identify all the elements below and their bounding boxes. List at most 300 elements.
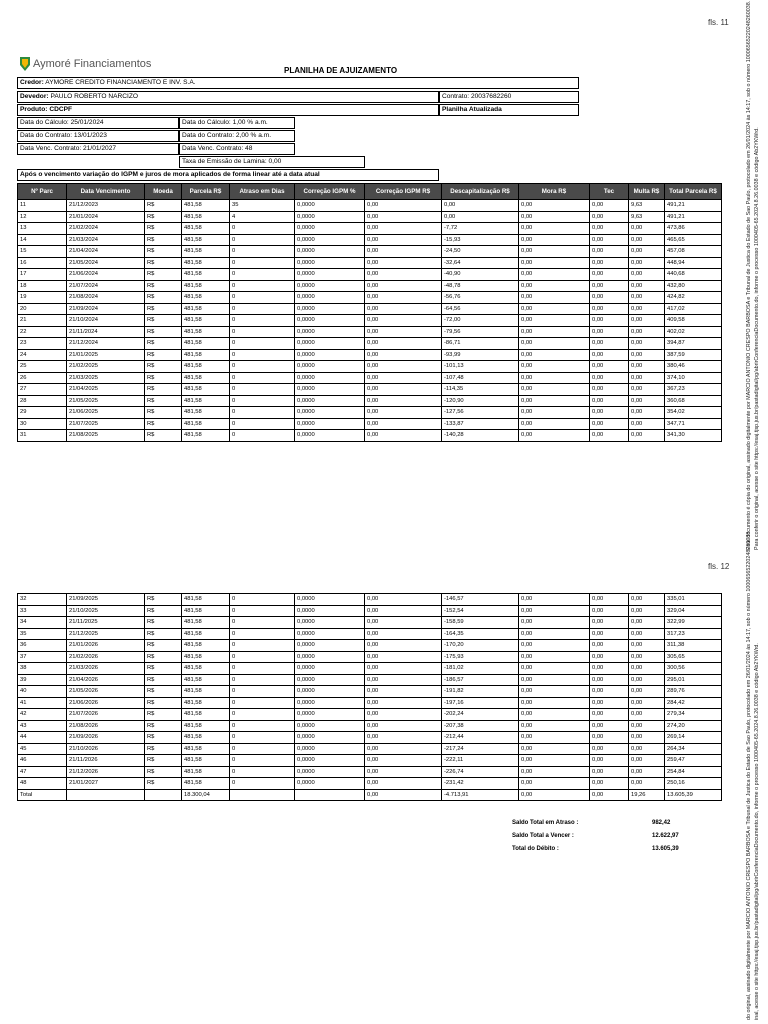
table-row xyxy=(18,280,722,292)
table-cell: 0,00 xyxy=(519,617,590,629)
table-cell: 0,00 xyxy=(519,211,590,223)
table-row xyxy=(18,697,722,709)
table-cell: R$ xyxy=(145,663,182,675)
table-cell: 0,00 xyxy=(365,349,442,361)
table-cell: 0,00 xyxy=(629,361,665,373)
table-cell: R$ xyxy=(145,697,182,709)
table-cell: 0,00 xyxy=(590,430,629,442)
table-cell: 20 xyxy=(18,303,67,315)
table-cell: 0,00 xyxy=(590,720,629,732)
table-cell: 0,0000 xyxy=(295,223,365,235)
table-cell: 0,00 xyxy=(365,709,442,721)
table-cell: R$ xyxy=(145,349,182,361)
table-cell: -212,44 xyxy=(442,732,519,744)
table-cell: 9,63 xyxy=(629,211,665,223)
column-header: Total Parcela R$ xyxy=(665,184,722,200)
table-cell: 0,00 xyxy=(629,720,665,732)
table-cell: 0 xyxy=(230,743,295,755)
table-cell: 322,99 xyxy=(665,617,722,629)
saldo-atraso-label: Saldo Total em Atraso : xyxy=(512,820,579,826)
table-cell: 0,00 xyxy=(365,418,442,430)
table-cell: 0,0000 xyxy=(295,234,365,246)
column-header: Data Vencimento xyxy=(67,184,145,200)
table-cell: 46 xyxy=(18,755,67,767)
table-cell: 0,00 xyxy=(365,732,442,744)
taxa-contrato: Data do Contrato: 2,00 % a.m. xyxy=(179,130,295,142)
table-row xyxy=(18,395,722,407)
table-cell: 0 xyxy=(230,372,295,384)
table-cell: 0,0000 xyxy=(295,755,365,767)
table-cell: 300,56 xyxy=(665,663,722,675)
table-cell: 0,00 xyxy=(365,755,442,767)
table-cell: 481,58 xyxy=(182,326,230,338)
table-cell: 481,58 xyxy=(182,372,230,384)
table-cell: 0,0000 xyxy=(295,697,365,709)
table-cell: 21/02/2024 xyxy=(67,223,145,235)
table-cell: 0,00 xyxy=(590,778,629,790)
table-cell: 0,00 xyxy=(519,663,590,675)
table-cell: 0,0000 xyxy=(295,743,365,755)
table-row xyxy=(18,778,722,790)
table-cell: R$ xyxy=(145,200,182,212)
table-cell: -86,71 xyxy=(442,338,519,350)
table-cell: R$ xyxy=(145,326,182,338)
table-cell: 0,0000 xyxy=(295,720,365,732)
table-cell: 0,00 xyxy=(519,269,590,281)
table-cell: 0 xyxy=(230,628,295,640)
table-cell: 0,00 xyxy=(629,697,665,709)
table-cell: 0 xyxy=(230,280,295,292)
table-cell: 0,00 xyxy=(590,651,629,663)
table-cell: R$ xyxy=(145,755,182,767)
table-cell: 481,58 xyxy=(182,628,230,640)
table-cell: 0,0000 xyxy=(295,349,365,361)
table-cell: 0 xyxy=(230,766,295,778)
total-row xyxy=(18,789,722,801)
produto-row xyxy=(17,104,439,116)
table-cell: 0,00 xyxy=(519,709,590,721)
table-cell: 21/04/2026 xyxy=(67,674,145,686)
table-cell: 424,82 xyxy=(665,292,722,304)
table-cell: 481,58 xyxy=(182,709,230,721)
table-cell: 0,0000 xyxy=(295,617,365,629)
table-cell: 19,26 xyxy=(629,789,665,801)
saldo-vencer-value: 12.622,97 xyxy=(652,833,679,839)
devedor-value: PAULO ROBERTO NARCIZO xyxy=(50,93,139,100)
table-cell: 374,10 xyxy=(665,372,722,384)
table-cell: 354,02 xyxy=(665,407,722,419)
table-cell: 0,00 xyxy=(365,395,442,407)
table-cell: 0,00 xyxy=(590,628,629,640)
table-cell: 21/08/2024 xyxy=(67,292,145,304)
table-cell: 0,00 xyxy=(590,372,629,384)
table-cell: R$ xyxy=(145,395,182,407)
table-row xyxy=(18,361,722,373)
note-text: Após o vencimento variação do IGPM e juros de mora aplicados de forma linear até a data atual xyxy=(17,169,439,181)
planilha-label: Planilha Atualizada xyxy=(442,106,502,113)
table-cell: 481,58 xyxy=(182,640,230,652)
table-cell: 35 xyxy=(18,628,67,640)
table-cell: 0,00 xyxy=(365,200,442,212)
table-cell: -191,82 xyxy=(442,686,519,698)
table-cell: 0,00 xyxy=(442,211,519,223)
table-row xyxy=(18,686,722,698)
table-cell: 0,0000 xyxy=(295,605,365,617)
table-row xyxy=(18,234,722,246)
table-cell: 0 xyxy=(230,617,295,629)
table-cell: 0,00 xyxy=(519,280,590,292)
table-cell: 0 xyxy=(230,430,295,442)
table-cell: 481,58 xyxy=(182,743,230,755)
column-header: Correção IGPM R$ xyxy=(365,184,442,200)
table-cell: 43 xyxy=(18,720,67,732)
table-cell: 0,00 xyxy=(590,766,629,778)
table-cell: 0,00 xyxy=(365,234,442,246)
table-cell: 341,30 xyxy=(665,430,722,442)
table-cell: 21/12/2025 xyxy=(67,628,145,640)
table-cell: 0,00 xyxy=(590,674,629,686)
table-cell: 0,00 xyxy=(629,315,665,327)
table-cell: -4.713,91 xyxy=(442,789,519,801)
table-cell: -202,24 xyxy=(442,709,519,721)
table-row xyxy=(18,257,722,269)
table-cell: 367,23 xyxy=(665,384,722,396)
table-cell: 21/10/2024 xyxy=(67,315,145,327)
table-cell: 21/08/2025 xyxy=(67,430,145,442)
table-cell: 481,58 xyxy=(182,338,230,350)
table-cell: 0,00 xyxy=(365,338,442,350)
table-cell: R$ xyxy=(145,743,182,755)
table-cell: 481,58 xyxy=(182,361,230,373)
table-cell: 25 xyxy=(18,361,67,373)
table-cell: 21/09/2025 xyxy=(67,594,145,606)
table-cell: 0,00 xyxy=(519,407,590,419)
table-cell: 0,00 xyxy=(365,315,442,327)
table-cell: 481,58 xyxy=(182,651,230,663)
table-cell: 22 xyxy=(18,326,67,338)
table-cell: R$ xyxy=(145,234,182,246)
table-cell: 26 xyxy=(18,372,67,384)
table-cell: 0 xyxy=(230,605,295,617)
table-cell: 0,00 xyxy=(590,269,629,281)
credor-row xyxy=(17,77,579,89)
table-cell: 0,0000 xyxy=(295,594,365,606)
table-cell: 0 xyxy=(230,326,295,338)
table-cell: 14 xyxy=(18,234,67,246)
table-cell xyxy=(230,789,295,801)
table-cell: 0,0000 xyxy=(295,338,365,350)
table-cell xyxy=(67,789,145,801)
table-cell: 481,58 xyxy=(182,303,230,315)
table-cell: 0 xyxy=(230,663,295,675)
table-cell: 0,0000 xyxy=(295,640,365,652)
table-row xyxy=(18,407,722,419)
table-cell: 394,87 xyxy=(665,338,722,350)
table-cell: 481,58 xyxy=(182,605,230,617)
table-cell: 21/01/2027 xyxy=(67,778,145,790)
produto-value: CDCPF xyxy=(49,106,73,113)
table-cell: R$ xyxy=(145,269,182,281)
table-cell: 0,0000 xyxy=(295,280,365,292)
table-cell: 0,0000 xyxy=(295,766,365,778)
total-debito-value: 13.605,39 xyxy=(652,846,679,852)
table-cell: 0,00 xyxy=(365,211,442,223)
table-cell: 491,21 xyxy=(665,211,722,223)
table-cell: 0,00 xyxy=(629,766,665,778)
table-cell: 0,00 xyxy=(590,200,629,212)
table-row xyxy=(18,732,722,744)
table-cell: 47 xyxy=(18,766,67,778)
column-header: Mora R$ xyxy=(519,184,590,200)
table-cell: 13 xyxy=(18,223,67,235)
table-cell: 481,58 xyxy=(182,200,230,212)
table-cell: R$ xyxy=(145,372,182,384)
table-cell: 0,00 xyxy=(629,395,665,407)
table-cell: 0,00 xyxy=(629,430,665,442)
table-cell: R$ xyxy=(145,418,182,430)
table-cell: 305,65 xyxy=(665,651,722,663)
table-cell: 0,00 xyxy=(629,628,665,640)
table-cell: 0,00 xyxy=(629,605,665,617)
table-cell: 0,00 xyxy=(519,372,590,384)
table-row xyxy=(18,594,722,606)
table-cell: -24,50 xyxy=(442,246,519,258)
contrato-value: 20037682260 xyxy=(470,93,512,100)
table-cell: 0,00 xyxy=(365,674,442,686)
table-cell: 380,46 xyxy=(665,361,722,373)
table-cell: 0 xyxy=(230,407,295,419)
table-cell: 21/05/2024 xyxy=(67,257,145,269)
table-cell: 21/01/2024 xyxy=(67,211,145,223)
table-cell: 0 xyxy=(230,384,295,396)
table-cell: -158,59 xyxy=(442,617,519,629)
table-cell: 0,00 xyxy=(590,418,629,430)
column-header: Atraso em Dias xyxy=(230,184,295,200)
table-cell: 317,23 xyxy=(665,628,722,640)
table-cell xyxy=(295,789,365,801)
table-cell: 28 xyxy=(18,395,67,407)
table-cell: 0,0000 xyxy=(295,430,365,442)
table-cell: 481,58 xyxy=(182,395,230,407)
table-row xyxy=(18,605,722,617)
table-cell: -140,28 xyxy=(442,430,519,442)
table-cell: 21/12/2026 xyxy=(67,766,145,778)
taxa-calculo: Data do Cálculo: 1,00 % a.m. xyxy=(179,117,295,129)
table-cell: 491,21 xyxy=(665,200,722,212)
devedor-label: Devedor: xyxy=(20,93,49,100)
table-cell: 21/07/2024 xyxy=(67,280,145,292)
table-cell: 39 xyxy=(18,674,67,686)
table-cell: 0,00 xyxy=(629,326,665,338)
table-cell: 481,58 xyxy=(182,234,230,246)
page-number: fls. 12 xyxy=(708,562,730,571)
table-cell: 41 xyxy=(18,697,67,709)
table-cell: 0,00 xyxy=(365,326,442,338)
table-cell: 481,58 xyxy=(182,292,230,304)
table-cell: 0,00 xyxy=(519,223,590,235)
table-cell: 0,00 xyxy=(590,211,629,223)
table-cell: 0,00 xyxy=(519,315,590,327)
table-cell: 0 xyxy=(230,269,295,281)
table-cell: 37 xyxy=(18,651,67,663)
table-cell: 21/12/2024 xyxy=(67,338,145,350)
table-cell: 0,00 xyxy=(365,430,442,442)
table-cell: 0,00 xyxy=(519,349,590,361)
data-contrato: Data do Contrato: 13/01/2023 xyxy=(17,130,179,142)
table-cell: R$ xyxy=(145,246,182,258)
table-cell: 0,00 xyxy=(629,338,665,350)
table-cell: 44 xyxy=(18,732,67,744)
table-cell: -101,13 xyxy=(442,361,519,373)
table-cell: 0,00 xyxy=(590,617,629,629)
table-cell: 0,00 xyxy=(590,303,629,315)
table-cell: -197,16 xyxy=(442,697,519,709)
side-stamp-line4: inal, acesse o site https://esaj.tjsp.jus.br/pastadigital/pg/abrirConferenciaDocumento.do, informe o processo 1000405-65.2024.8.26.0038 e código Ab2YKWrd. xyxy=(754,643,760,1020)
table-cell: 0,00 xyxy=(590,384,629,396)
table-cell: 0,00 xyxy=(590,697,629,709)
logo-text: Aymoré Financiamentos xyxy=(33,58,152,70)
table-cell: -120,90 xyxy=(442,395,519,407)
table-cell: 21/07/2025 xyxy=(67,418,145,430)
table-cell: 0,00 xyxy=(629,640,665,652)
table-cell: 0,00 xyxy=(519,697,590,709)
table-cell: 279,34 xyxy=(665,709,722,721)
table-cell: 0,00 xyxy=(590,407,629,419)
table-cell: 0,00 xyxy=(590,234,629,246)
table-cell: 0,00 xyxy=(519,338,590,350)
table-cell: 259,47 xyxy=(665,755,722,767)
table-cell: 29 xyxy=(18,407,67,419)
table-cell: R$ xyxy=(145,640,182,652)
table-cell: 481,58 xyxy=(182,697,230,709)
table-cell: 0,00 xyxy=(590,326,629,338)
table-cell: 0 xyxy=(230,686,295,698)
table-cell: 0,00 xyxy=(519,234,590,246)
table-cell: 35 xyxy=(230,200,295,212)
table-cell: -226,74 xyxy=(442,766,519,778)
table-cell: R$ xyxy=(145,280,182,292)
table-cell: 0,00 xyxy=(365,280,442,292)
table-cell: 0,0000 xyxy=(295,686,365,698)
table-cell: 34 xyxy=(18,617,67,629)
table-cell: 0,00 xyxy=(590,280,629,292)
table-cell: 31 xyxy=(18,430,67,442)
table-cell: 0,00 xyxy=(519,743,590,755)
table-row xyxy=(18,338,722,350)
side-stamp-line2: Para conferir o original, acesse o site https://esaj.tjsp.jus.br/pastadigital/pg/abrirConferenciaDocumento.do, informe o processo 1000405-65.2024.8.26.0038 e código Ab2YKWrd. xyxy=(754,127,760,550)
column-header: Parcela R$ xyxy=(182,184,230,200)
table-row xyxy=(18,720,722,732)
table-cell: 0,00 xyxy=(590,686,629,698)
table-cell: 0,0000 xyxy=(295,292,365,304)
column-header: Tec xyxy=(590,184,629,200)
table-cell: 481,58 xyxy=(182,407,230,419)
table-cell: 0,0000 xyxy=(295,418,365,430)
table-cell: 0,0000 xyxy=(295,303,365,315)
table-row xyxy=(18,211,722,223)
table-cell: -93,99 xyxy=(442,349,519,361)
table-cell: 0 xyxy=(230,223,295,235)
table-cell: 0,00 xyxy=(590,257,629,269)
table-cell: 0,00 xyxy=(629,384,665,396)
side-stamp-line3: do original, assinado digitalmente por MARCIO ANTONIO CRESPO BARBOSA e Tribunal de Justica do Estado de Sao Paulo, protocolado em 26/01/2024 às 14:17, sob o número 10006565220248260038. xyxy=(746,530,752,1020)
table-cell: 0,00 xyxy=(519,686,590,698)
table-cell: 0,0000 xyxy=(295,315,365,327)
table-cell: 0,00 xyxy=(365,384,442,396)
column-header: Moeda xyxy=(145,184,182,200)
table-cell: R$ xyxy=(145,292,182,304)
table-cell: 33 xyxy=(18,605,67,617)
table-cell: 21/04/2025 xyxy=(67,384,145,396)
table-cell: 0,0000 xyxy=(295,732,365,744)
table-cell: 0,00 xyxy=(365,605,442,617)
table-cell: -152,54 xyxy=(442,605,519,617)
company-logo xyxy=(20,57,151,71)
table-cell: 0,00 xyxy=(519,766,590,778)
table-cell: -40,90 xyxy=(442,269,519,281)
table-cell: 0,00 xyxy=(519,640,590,652)
credor-value: AYMORE CREDITO FINANCIAMENTO E INV. S.A. xyxy=(45,79,196,86)
table-cell: R$ xyxy=(145,778,182,790)
table-cell: 481,58 xyxy=(182,211,230,223)
table-cell: 473,86 xyxy=(665,223,722,235)
table-cell: 21/01/2026 xyxy=(67,640,145,652)
table-cell: 21 xyxy=(18,315,67,327)
table-cell: 0,00 xyxy=(590,292,629,304)
table-cell: R$ xyxy=(145,211,182,223)
table-cell: 19 xyxy=(18,292,67,304)
table-cell: R$ xyxy=(145,605,182,617)
table-cell: R$ xyxy=(145,430,182,442)
table-cell: R$ xyxy=(145,303,182,315)
table-cell: R$ xyxy=(145,686,182,698)
table-cell: 481,58 xyxy=(182,257,230,269)
table-cell: 0,0000 xyxy=(295,663,365,675)
table-cell: 0,00 xyxy=(365,651,442,663)
table-cell: 0,00 xyxy=(365,303,442,315)
table-cell: R$ xyxy=(145,361,182,373)
table-cell: 329,04 xyxy=(665,605,722,617)
table-cell: 481,58 xyxy=(182,674,230,686)
table-cell: 21/06/2026 xyxy=(67,697,145,709)
saldo-atraso-value: 982,42 xyxy=(652,820,671,826)
table-cell: 21/03/2026 xyxy=(67,663,145,675)
table-row xyxy=(18,223,722,235)
table-cell: -48,78 xyxy=(442,280,519,292)
table-cell: 0,00 xyxy=(590,789,629,801)
table-cell: 432,80 xyxy=(665,280,722,292)
table-cell: 0,00 xyxy=(590,349,629,361)
table-cell: 16 xyxy=(18,257,67,269)
table-row xyxy=(18,303,722,315)
table-cell: 335,01 xyxy=(665,594,722,606)
table-cell: 0 xyxy=(230,361,295,373)
table-row xyxy=(18,617,722,629)
table-cell: 0,00 xyxy=(365,257,442,269)
table-cell: R$ xyxy=(145,338,182,350)
table-cell: 0,00 xyxy=(519,384,590,396)
table-cell: R$ xyxy=(145,674,182,686)
table-cell: 21/06/2024 xyxy=(67,269,145,281)
table-cell: 0,00 xyxy=(519,755,590,767)
table-row xyxy=(18,709,722,721)
table-cell: 0,00 xyxy=(590,395,629,407)
table-cell: 17 xyxy=(18,269,67,281)
table-cell: 0,00 xyxy=(365,246,442,258)
table-cell: 0,00 xyxy=(629,418,665,430)
table-cell: 15 xyxy=(18,246,67,258)
table-cell: 0,00 xyxy=(365,766,442,778)
